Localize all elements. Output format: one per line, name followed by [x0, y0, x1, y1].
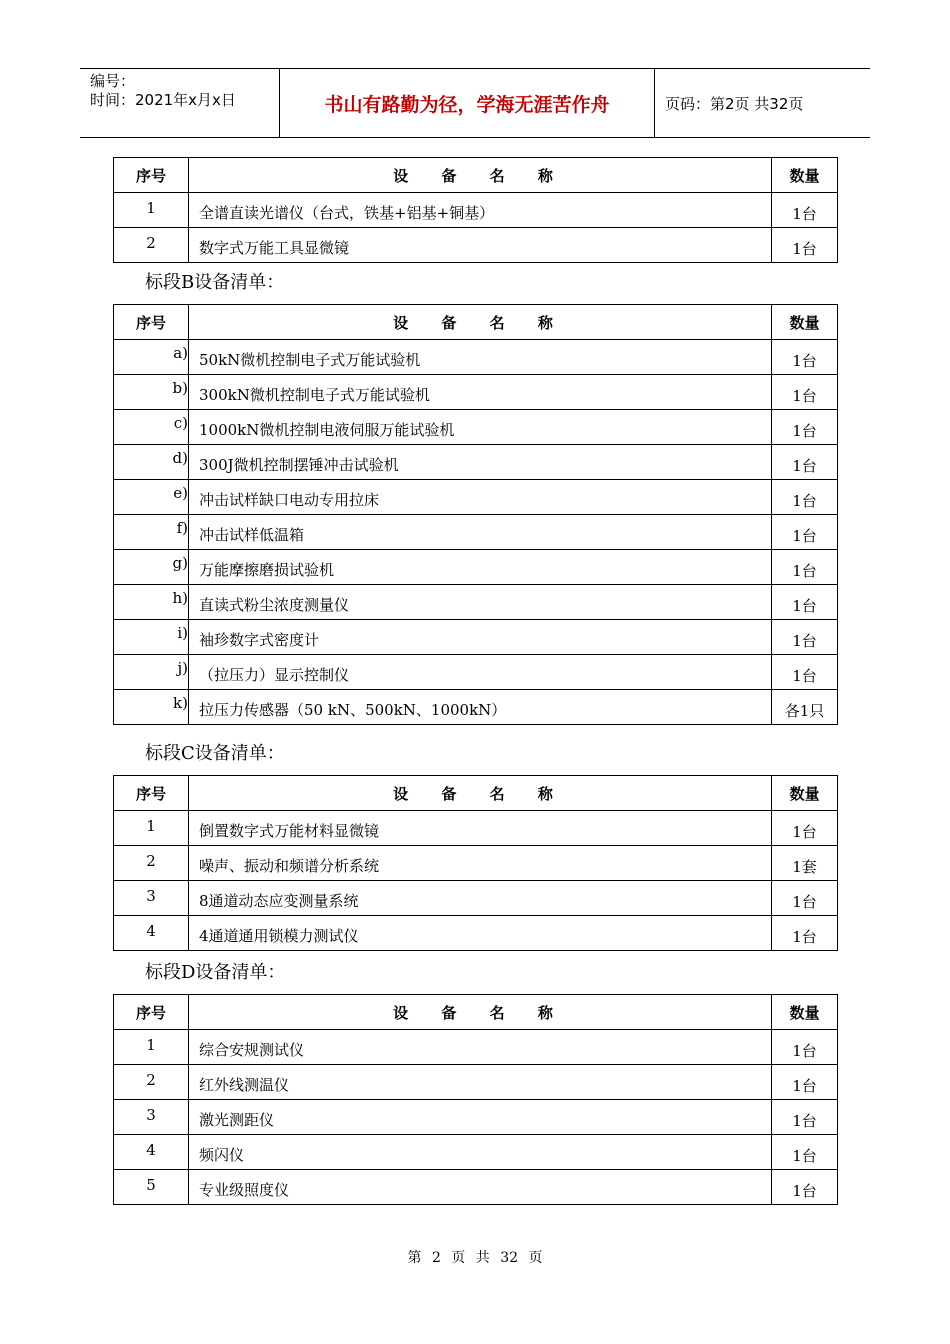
col-qty-header: 数量 [772, 305, 838, 340]
table-row [114, 340, 838, 375]
row-seq: c) [114, 410, 189, 445]
col-name-header: 设 备 名 称 [189, 995, 772, 1030]
table-row [114, 585, 838, 620]
header-motto: 书山有路勤为径，学海无涯苦作舟 [280, 69, 655, 137]
table-row [114, 193, 838, 228]
row-name: 专业级照度仪 [189, 1170, 772, 1205]
header-page-info: 页码：第2页 共32页 [665, 94, 804, 113]
row-seq: a) [114, 340, 189, 375]
table-row [114, 1170, 838, 1205]
row-qty: 1台 [772, 1065, 838, 1100]
table-row [114, 228, 838, 263]
row-qty: 1台 [772, 445, 838, 480]
row-name: 数字式万能工具显微镜 [189, 228, 772, 263]
equipment-table-c [113, 775, 838, 951]
row-name: 300J微机控制摆锤冲击试验机 [189, 445, 772, 480]
row-qty: 1台 [772, 1135, 838, 1170]
table-row [114, 480, 838, 515]
table-row [114, 375, 838, 410]
page-header [80, 68, 870, 138]
table-row [114, 881, 838, 916]
row-qty: 1台 [772, 881, 838, 916]
col-qty-header: 数量 [772, 995, 838, 1030]
row-name: 倒置数字式万能材料显微镜 [189, 811, 772, 846]
row-qty: 1台 [772, 375, 838, 410]
row-name: 激光测距仪 [189, 1100, 772, 1135]
col-seq-header: 序号 [114, 305, 189, 340]
col-seq-header: 序号 [114, 995, 189, 1030]
col-name-header: 设 备 名 称 [189, 305, 772, 340]
row-seq: 2 [114, 846, 189, 881]
row-seq: h) [114, 585, 189, 620]
row-seq: b) [114, 375, 189, 410]
page-footer: 第 2 页 共 32 页 [407, 1250, 543, 1266]
row-name: 50kN微机控制电子式万能试验机 [189, 340, 772, 375]
row-qty: 1台 [772, 340, 838, 375]
table-row [114, 620, 838, 655]
row-name: 直读式粉尘浓度测量仪 [189, 585, 772, 620]
row-qty: 1台 [772, 655, 838, 690]
header-meta [80, 69, 280, 137]
row-name: 频闪仪 [189, 1135, 772, 1170]
row-qty: 1台 [772, 193, 838, 228]
col-qty-header: 数量 [772, 158, 838, 193]
doc-time-label: 时间：2021年x月x日 [90, 91, 236, 109]
table-row [114, 1030, 838, 1065]
section-d-title: 标段D设备清单： [145, 962, 286, 983]
table-row [114, 410, 838, 445]
table-row [114, 445, 838, 480]
row-qty: 1台 [772, 550, 838, 585]
row-seq: d) [114, 445, 189, 480]
table-row [114, 1065, 838, 1100]
col-seq-header: 序号 [114, 776, 189, 811]
row-seq: e) [114, 480, 189, 515]
table-row [114, 811, 838, 846]
table-row [114, 515, 838, 550]
row-name: （拉压力）显示控制仪 [189, 655, 772, 690]
row-seq: 4 [114, 1135, 189, 1170]
doc-number-label: 编号： [90, 72, 136, 90]
row-seq: 5 [114, 1170, 189, 1205]
row-seq: k) [114, 690, 189, 725]
equipment-table-b [113, 304, 838, 725]
row-seq: 1 [114, 193, 189, 228]
row-name: 红外线测温仪 [189, 1065, 772, 1100]
row-seq: 3 [114, 881, 189, 916]
row-seq: 4 [114, 916, 189, 951]
row-name: 300kN微机控制电子式万能试验机 [189, 375, 772, 410]
row-name: 4通道通用锁模力测试仪 [189, 916, 772, 951]
row-qty: 1台 [772, 585, 838, 620]
col-name-header: 设 备 名 称 [189, 776, 772, 811]
row-seq: 1 [114, 811, 189, 846]
row-qty: 1台 [772, 1100, 838, 1135]
row-name: 全谱直读光谱仪（台式，铁基+铝基+铜基） [189, 193, 772, 228]
row-name: 冲击试样低温箱 [189, 515, 772, 550]
row-seq: f) [114, 515, 189, 550]
row-seq: 3 [114, 1100, 189, 1135]
row-qty: 1台 [772, 811, 838, 846]
row-name: 冲击试样缺口电动专用拉床 [189, 480, 772, 515]
table-row [114, 846, 838, 881]
table-row [114, 690, 838, 725]
row-name: 袖珍数字式密度计 [189, 620, 772, 655]
row-qty: 1台 [772, 410, 838, 445]
table-row [114, 1100, 838, 1135]
table-row [114, 1135, 838, 1170]
row-name: 万能摩擦磨损试验机 [189, 550, 772, 585]
col-qty-header: 数量 [772, 776, 838, 811]
col-name-header: 设 备 名 称 [189, 158, 772, 193]
table-row [114, 916, 838, 951]
row-seq: i) [114, 620, 189, 655]
row-qty: 1台 [772, 480, 838, 515]
row-qty: 1台 [772, 228, 838, 263]
row-qty: 1套 [772, 846, 838, 881]
row-seq: 1 [114, 1030, 189, 1065]
col-seq-header: 序号 [114, 158, 189, 193]
equipment-table-a [113, 157, 838, 263]
section-b-title: 标段B设备清单： [145, 272, 285, 293]
row-name: 噪声、振动和频谱分析系统 [189, 846, 772, 881]
row-seq: j) [114, 655, 189, 690]
row-qty: 1台 [772, 515, 838, 550]
row-seq: g) [114, 550, 189, 585]
row-seq: 2 [114, 228, 189, 263]
row-qty: 1台 [772, 620, 838, 655]
row-qty: 1台 [772, 1170, 838, 1205]
row-name: 1000kN微机控制电液伺服万能试验机 [189, 410, 772, 445]
table-row [114, 550, 838, 585]
row-name: 综合安规测试仪 [189, 1030, 772, 1065]
table-row [114, 655, 838, 690]
equipment-table-d [113, 994, 838, 1205]
row-seq: 2 [114, 1065, 189, 1100]
section-c-title: 标段C设备清单： [145, 743, 285, 764]
row-qty: 各1只 [772, 690, 838, 725]
row-name: 8通道动态应变测量系统 [189, 881, 772, 916]
row-name: 拉压力传感器（50 kN、500kN、1000kN） [189, 690, 772, 725]
row-qty: 1台 [772, 1030, 838, 1065]
row-qty: 1台 [772, 916, 838, 951]
